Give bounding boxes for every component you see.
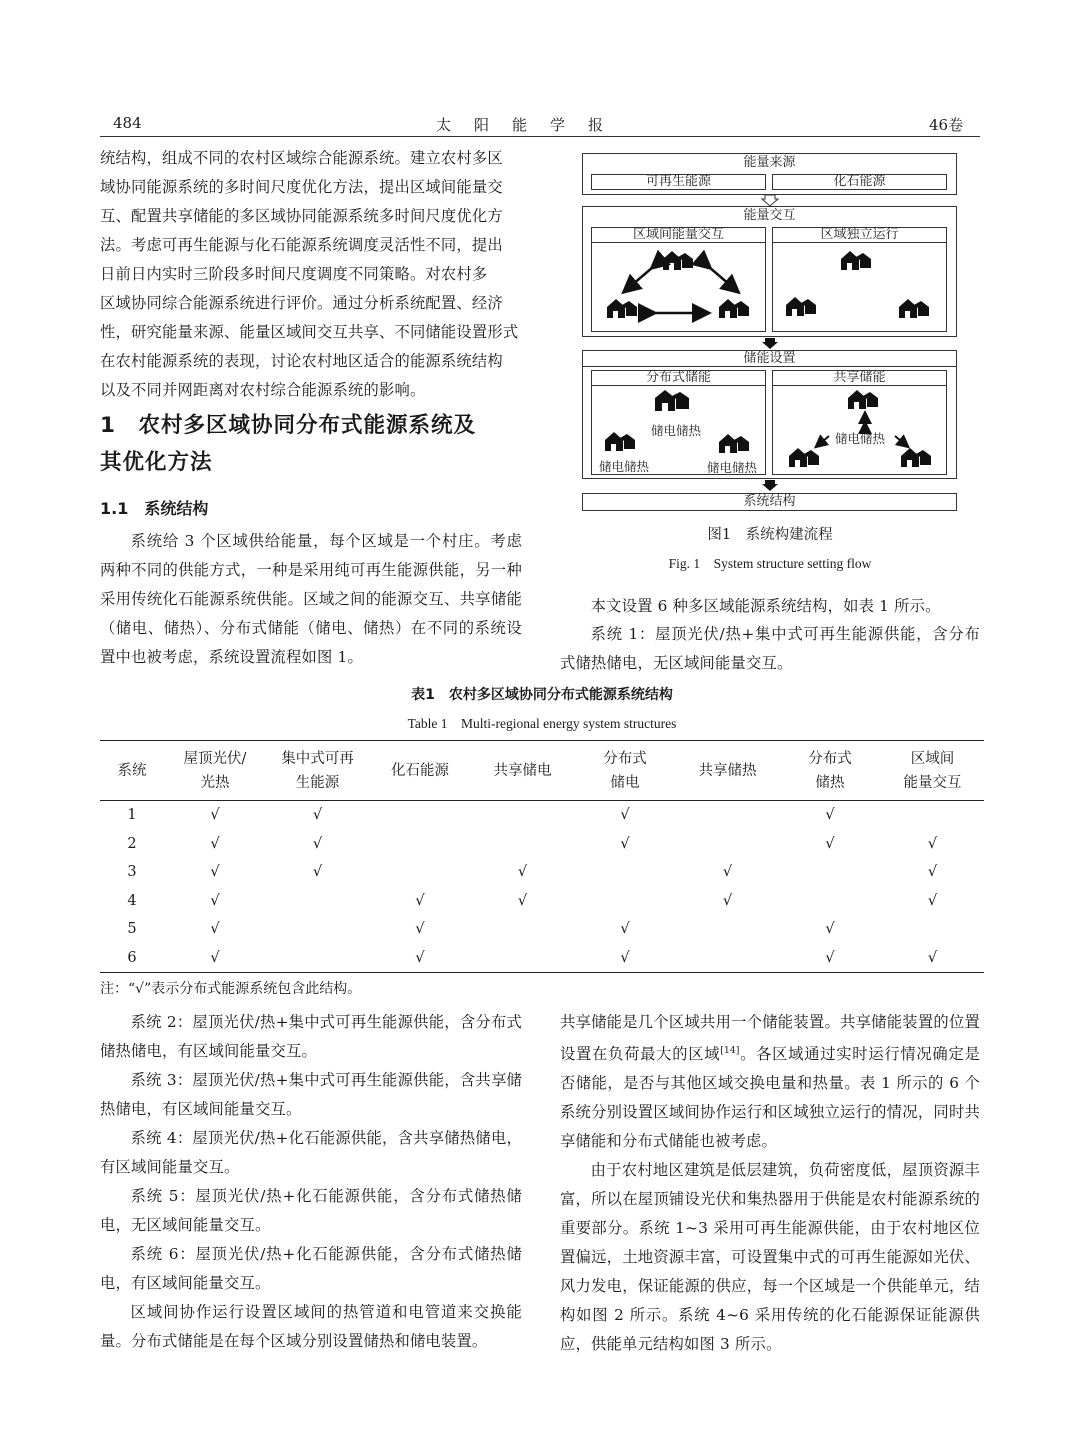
intro-line: 日前日内实时三阶段多时间尺度调度不同策略。对农村多 [100,265,488,283]
section-heading-line: 1 农村多区域协同分布式能源系统及 [100,413,476,438]
table-cell: √ [517,892,528,909]
house-icon [841,251,871,270]
table-note: 注：“√”表示分布式能源系统包含此结构。 [100,981,362,997]
journal-title: 太 阳 能 学 报 [436,116,608,134]
citation: [14] [720,1046,740,1056]
section-heading-line: 其优化方法 [100,450,213,475]
table-cell: √ [722,892,733,909]
house-icon [605,432,635,451]
system-description: 系统 3：屋顶光伏/热+集中式可再生能源供能，含共享储热储电，有区域间能量交互。 [100,1071,522,1118]
table-cell [779,887,881,916]
column-header: 分布式 储热 [808,751,852,791]
table-cell: √ [210,921,220,938]
table-cell: √ [620,807,630,824]
volume-label: 46卷 [929,116,964,134]
intro-line: 性，研究能量来源、能量区域间交互共享、不同储能设置形式 [100,323,519,341]
column-header: 集中式可再 生能源 [281,751,354,791]
system-description: 系统 5：屋顶光伏/热+化石能源供能，含分布式储热储电，无区域间能量交互。 [100,1187,522,1234]
bottom-right-text [560,1008,980,1359]
column-header: 化石能源 [391,763,449,779]
table-cell [369,801,471,830]
table-cell [266,887,369,916]
house-icon [901,448,931,467]
house-icon [607,299,637,318]
distributed-storage-label: 分布式储能 [645,370,711,385]
figure-caption-cn: 图1 系统构建流程 [707,527,833,543]
table-cell: √ [620,835,630,852]
table-cell: √ [415,949,425,966]
table-cell: √ [415,921,425,938]
system-structure-table [100,740,984,973]
table-row [100,830,984,859]
subsection-heading: 1.1 系统结构 [100,499,209,518]
house-icon [848,390,878,409]
intro-line: 法。考虑可再生能源与化石能源系统调度灵活性不同，提出 [100,236,503,254]
section-heading [100,407,530,481]
table-cell [471,915,574,944]
system-id-cell: 1 [127,807,137,824]
table-caption-en: Table 1 Multi-regional energy system structures [407,716,677,731]
right-paragraph-1: 本文设置 6 种多区域能源系统结构，如表 1 所示。 [590,597,941,615]
table-body [100,801,984,973]
table-row [100,801,984,830]
table-cell: √ [620,949,630,966]
table-cell [676,915,779,944]
independent-label: 区域独立运行 [820,227,899,242]
table-cell [779,858,881,887]
table-row [100,944,984,973]
structure-paragraph: 系统给 3 个区域供给能量，每个区域是一个村庄。考虑两种不同的供能方式，一种是采用纯可再生能源供能，另一种采用传统化石能源系统供能。区域之间的能源交互、共享储能（储电、储热）、分布式储能（储电、储热）在不同的系统设置中也被考虑，系统设置流程如图 1。 [100,532,522,666]
intro-text [100,144,522,405]
system-id-cell: 2 [127,835,137,852]
table-cell [266,944,369,973]
house-icon [655,390,689,411]
table-cell [676,830,779,859]
page-number: 484 [113,114,142,132]
right-paragraph-2: 系统 1：屋顶光伏/热+集中式可再生能源供能，含分布式储热储电，无区域间能量交互。 [560,625,980,672]
arrow-icon [817,436,829,446]
double-arrow-icon [709,267,737,291]
column-header: 屋顶光伏/ 光热 [183,751,247,791]
table-cell: √ [722,864,733,881]
table-cell [881,915,984,944]
storage-caption: 储电储热 [651,423,702,438]
table-row [100,858,984,887]
table-cell: √ [927,949,938,966]
table-row [100,915,984,944]
intro-line: 在农村能源系统的表现，讨论农村地区适合的能源系统结构 [100,352,503,370]
column-header: 分布式 储电 [603,751,647,791]
exchange-diagram [591,243,947,332]
system-description: 系统 4：屋顶光伏/热+化石能源供能，含共享储热储电，有区域间能量交互。 [100,1129,522,1176]
flow-arrow-3 [760,479,780,492]
header-rule [100,136,980,137]
table-cell: √ [312,864,323,881]
table-cell: √ [620,921,630,938]
table-cell: √ [312,835,323,852]
storage-caption: 储电储热 [707,460,758,475]
renewable-label: 可再生能源 [645,174,711,189]
body-paragraph: 由于农村地区建筑是低层建筑，负荷密度低，屋顶资源丰富，所以在屋顶铺设光伏和集热器用于供能是农村能源系统的重要部分。系统 1~3 采用可再生能源供能，由于农村地区位置偏远，土地资源丰富，可设置集中式的可再生能源如光伏、风力发电，保证能源的供应，每一个区域是一个供能单元，结构如图 2 所示。系统 4~6 采用传统的化石能源保证能源供应，供能单元结构如图 3 所示。 [560,1161,980,1354]
table-cell [881,801,984,830]
system-description: 系统 6：屋顶光伏/热+化石能源供能，含分布式储热储电，有区域间能量交互。 [100,1245,522,1292]
house-icon [719,434,749,453]
storage-setting-label: 储能设置 [743,351,796,366]
fossil-label: 化石能源 [833,174,886,189]
system-id-cell: 5 [127,921,137,938]
figure-caption-en: Fig. 1 System structure setting flow [668,556,872,571]
body-paragraph: 区域间协作运行设置区域间的热管道和电管道来交换能量。分布式储能是在每个区域分别设置储热和储电装置。 [100,1303,522,1350]
table-cell: √ [825,835,835,852]
storage-caption: 储电储热 [835,431,886,446]
table-header-row [100,741,984,801]
intro-line: 以及不同并网距离对农村综合能源系统的影响。 [100,381,426,399]
table-cell: √ [517,864,528,881]
table-cell: √ [415,892,425,909]
energy-source-label: 能量来源 [743,155,796,170]
table-cell: √ [927,864,938,881]
column-header: 共享储电 [493,763,552,779]
system-description: 系统 2：屋顶光伏/热+集中式可再生能源供能，含分布式储热储电，有区域间能量交互。 [100,1013,522,1060]
intro-line: 域协同能源系统的多时间尺度优化方法，提出区域间能量交 [100,178,503,196]
house-icon [663,251,693,270]
intro-line: 区域协同综合能源系统进行评价。通过分析系统配置、经济 [100,294,503,312]
house-icon [789,448,819,467]
table-cell: √ [210,864,220,881]
body-paragraph: 共享储能是几个区域共用一个储能装置。共享储能装置的位置设置在负荷最大的区域[14]。各区域通过实时运行情况确定是否储能，是否与其他区域交换电量和热量。表 1 所示的 6 个系统分别设置区域间协作运行和区域独立运行的情况，同时共享储能和分布式储能也被考虑。 [560,1013,980,1151]
table-cell [574,887,676,916]
table-cell [471,944,574,973]
house-icon [899,299,929,318]
table-cell [676,801,779,830]
column-header: 系统 [117,763,147,779]
table-cell: √ [825,921,835,938]
table-cell: √ [927,892,938,909]
table-cell: √ [210,835,220,852]
table-cell: √ [210,892,220,909]
storage-caption: 储电储热 [599,459,650,474]
table-cell [369,830,471,859]
table-cell: √ [825,807,835,824]
table-cell [471,801,574,830]
table-cell [369,858,471,887]
column-header: 共享储热 [698,763,757,779]
inter-region-label: 区域间能量交互 [632,227,724,242]
double-arrow-icon [625,267,653,291]
energy-exchange-label: 能量交互 [743,208,796,223]
table-cell: √ [210,807,220,824]
table-cell [676,944,779,973]
intro-line: 互、配置共享储能的多区域协同能源系统多时间尺度优化方 [100,207,503,225]
bottom-left-text [100,1008,522,1356]
system-id-cell: 4 [127,892,137,909]
table-caption-cn: 表1 农村多区域协同分布式能源系统结构 [411,687,673,703]
flow-arrow-2 [760,337,780,350]
system-structure-label: 系统结构 [743,494,796,509]
system-id-cell: 6 [127,949,137,966]
table-row [100,887,984,916]
arrow-icon [895,436,907,446]
intro-line: 统结构，组成不同的农村区域综合能源系统。建立农村多区 [100,149,503,167]
house-icon [719,299,749,318]
house-icon [786,297,816,316]
table-cell: √ [210,949,220,966]
column-header: 区域间 能量交互 [903,751,962,791]
table-cell [266,915,369,944]
table-cell [574,858,676,887]
table-cell: √ [927,835,938,852]
table-cell: √ [825,949,835,966]
table-cell [471,830,574,859]
shared-storage-label: 共享储能 [833,370,886,385]
system-id-cell: 3 [127,864,137,881]
table-cell: √ [312,807,323,824]
